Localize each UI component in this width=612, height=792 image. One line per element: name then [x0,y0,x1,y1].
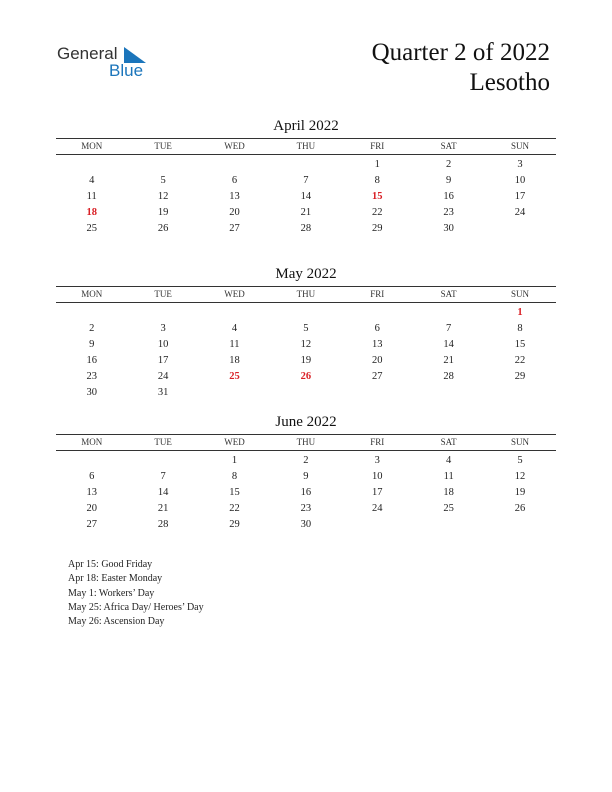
day-cell: 3 [517,159,523,170]
day-cell: 16 [443,191,454,202]
day-cell: 27 [372,371,383,382]
day-cell: 8 [374,175,380,186]
day-cell: 20 [372,355,383,366]
day-cell: 23 [443,207,454,218]
day-cell: 23 [300,503,312,514]
day-cell: 18 [443,487,454,498]
day-cell: 1 [231,455,238,466]
day-cell: 20 [229,207,240,218]
day-cell: 9 [446,175,452,186]
day-cell: 5 [160,175,166,186]
month-title: May 2022 [275,266,337,282]
holiday-day-cell: 26 [300,371,312,382]
week-row [56,369,556,385]
day-cell: 24 [157,371,169,382]
month-grid [56,453,556,533]
empty-day-cell [342,385,413,401]
day-cell: 18 [229,355,240,366]
empty-day-cell [127,157,198,173]
month-june [56,412,556,533]
day-cell: 1 [374,159,380,170]
day-cell: 2 [446,159,452,170]
day-cell: 8 [517,323,523,334]
holiday-day-cell: 18 [86,207,97,218]
day-cell: 27 [86,519,97,530]
weekday-label: FRI [370,141,385,151]
day-cell: 12 [157,191,169,202]
day-cell: 16 [300,487,312,498]
day-cell: 4 [446,455,452,466]
day-cell: 12 [514,471,526,482]
day-cell: 19 [514,487,526,498]
month-grid [56,157,556,237]
empty-day-cell [199,305,270,321]
day-cell: 9 [303,471,309,482]
logo-text-blue: Blue [109,61,144,80]
day-cell: 15 [514,339,526,350]
day-cell: 27 [229,223,240,234]
month-may [56,264,556,401]
day-cell: 14 [300,191,312,202]
day-cell: 4 [89,175,95,186]
weekday-label: WED [224,437,245,447]
day-cell: 2 [89,323,95,334]
empty-day-cell [484,221,555,237]
day-cell: 17 [372,487,383,498]
holiday-day-cell: 25 [229,371,240,382]
month-april [56,116,556,237]
month-title: June 2022 [275,414,337,430]
empty-day-cell [484,517,555,533]
weekday-label: THU [296,141,316,151]
weekday-label: SAT [440,289,457,299]
day-cell: 16 [86,355,97,366]
weekday-label: FRI [370,289,385,299]
day-cell: 10 [157,339,169,350]
day-cell: 29 [229,519,240,530]
week-row [56,485,556,501]
empty-day-cell [199,157,270,173]
day-cell: 30 [443,223,454,234]
holiday-item: May 1: Workers’ Day [68,587,155,599]
weekday-label: MON [81,141,103,151]
day-cell: 29 [514,371,526,382]
day-cell: 15 [229,487,240,498]
day-cell: 8 [231,471,238,482]
day-cell: 21 [157,503,169,514]
day-cell: 7 [303,175,309,186]
weekday-header [56,286,556,303]
week-row [56,469,556,485]
weekday-label: MON [81,289,103,299]
week-row [56,337,556,353]
day-cell: 30 [300,519,312,530]
title-quarter: Quarter 2 of 2022 [371,39,550,66]
holiday-item: May 26: Ascension Day [68,616,165,628]
empty-day-cell [199,385,270,401]
empty-day-cell [342,517,413,533]
day-cell: 22 [372,207,383,218]
week-row [56,517,556,533]
week-row [56,321,556,337]
weekday-label: SAT [440,437,457,447]
empty-day-cell [270,305,341,321]
day-cell: 13 [86,487,97,498]
weekday-label: FRI [370,437,385,447]
weekday-header [56,434,556,451]
day-cell: 14 [157,487,169,498]
day-cell: 3 [374,455,380,466]
day-cell: 6 [231,175,238,186]
day-cell: 2 [303,455,309,466]
empty-day-cell [127,453,198,469]
day-cell: 5 [517,455,523,466]
day-cell: 28 [443,371,454,382]
empty-day-cell [270,385,341,401]
day-cell: 11 [86,191,97,202]
day-cell: 26 [157,223,169,234]
day-cell: 7 [446,323,452,334]
week-row [56,353,556,369]
weekday-header [56,138,556,155]
day-cell: 17 [514,191,526,202]
day-cell: 21 [300,207,312,218]
month-title: April 2022 [273,118,339,134]
holiday-item: Apr 18: Easter Monday [68,573,163,585]
weekday-label: SUN [511,141,530,151]
day-cell: 19 [300,355,312,366]
day-cell: 14 [443,339,454,350]
empty-day-cell [127,305,198,321]
weekday-label: THU [296,289,316,299]
day-cell: 30 [86,387,97,398]
empty-day-cell [342,305,413,321]
day-cell: 17 [157,355,169,366]
day-cell: 11 [229,339,240,350]
week-row [56,189,556,205]
holiday-item: May 25: Africa Day/ Heroes’ Day [68,601,204,613]
day-cell: 28 [157,519,169,530]
empty-day-cell [56,157,127,173]
day-cell: 12 [300,339,312,350]
title-country: Lesotho [469,69,550,96]
logo [57,42,167,82]
empty-day-cell [56,305,127,321]
week-row [56,221,556,237]
week-row [56,453,556,469]
day-cell: 9 [89,339,95,350]
week-row [56,305,556,321]
weekday-label: THU [296,437,316,447]
day-cell: 31 [157,387,169,398]
weekday-label: TUE [154,141,172,151]
day-cell: 22 [229,503,240,514]
holiday-day-cell: 15 [372,191,383,202]
holiday-day-cell: 1 [517,307,523,318]
weekday-label: WED [224,289,245,299]
day-cell: 4 [231,323,238,334]
empty-day-cell [413,517,484,533]
day-cell: 24 [514,207,526,218]
day-cell: 25 [86,223,97,234]
day-cell: 5 [303,323,309,334]
weekday-label: SAT [440,141,457,151]
weekday-label: SUN [511,437,530,447]
week-row [56,385,556,401]
day-cell: 10 [514,175,526,186]
empty-day-cell [56,453,127,469]
day-cell: 6 [374,323,380,334]
weekday-label: TUE [154,437,172,447]
day-cell: 28 [300,223,312,234]
day-cell: 3 [160,323,166,334]
empty-day-cell [413,385,484,401]
day-cell: 13 [229,191,240,202]
month-grid [56,305,556,401]
day-cell: 13 [372,339,383,350]
day-cell: 6 [89,471,95,482]
week-row [56,205,556,221]
day-cell: 21 [443,355,454,366]
empty-day-cell [413,305,484,321]
weekday-label: SUN [511,289,530,299]
empty-day-cell [484,385,555,401]
day-cell: 7 [160,471,166,482]
empty-day-cell [270,157,341,173]
page-title [372,38,550,98]
day-cell: 20 [86,503,97,514]
week-row [56,501,556,517]
day-cell: 19 [157,207,169,218]
day-cell: 22 [514,355,526,366]
weekday-label: TUE [154,289,172,299]
week-row [56,173,556,189]
day-cell: 25 [443,503,454,514]
logo-text-general: General [57,44,118,63]
day-cell: 26 [514,503,526,514]
week-row [56,157,556,173]
holiday-list [68,558,204,629]
holiday-item: Apr 15: Good Friday [68,559,153,570]
day-cell: 10 [372,471,383,482]
weekday-label: WED [224,141,245,151]
day-cell: 24 [372,503,383,514]
day-cell: 11 [443,471,454,482]
day-cell: 23 [86,371,97,382]
weekday-label: MON [81,437,103,447]
day-cell: 29 [372,223,383,234]
